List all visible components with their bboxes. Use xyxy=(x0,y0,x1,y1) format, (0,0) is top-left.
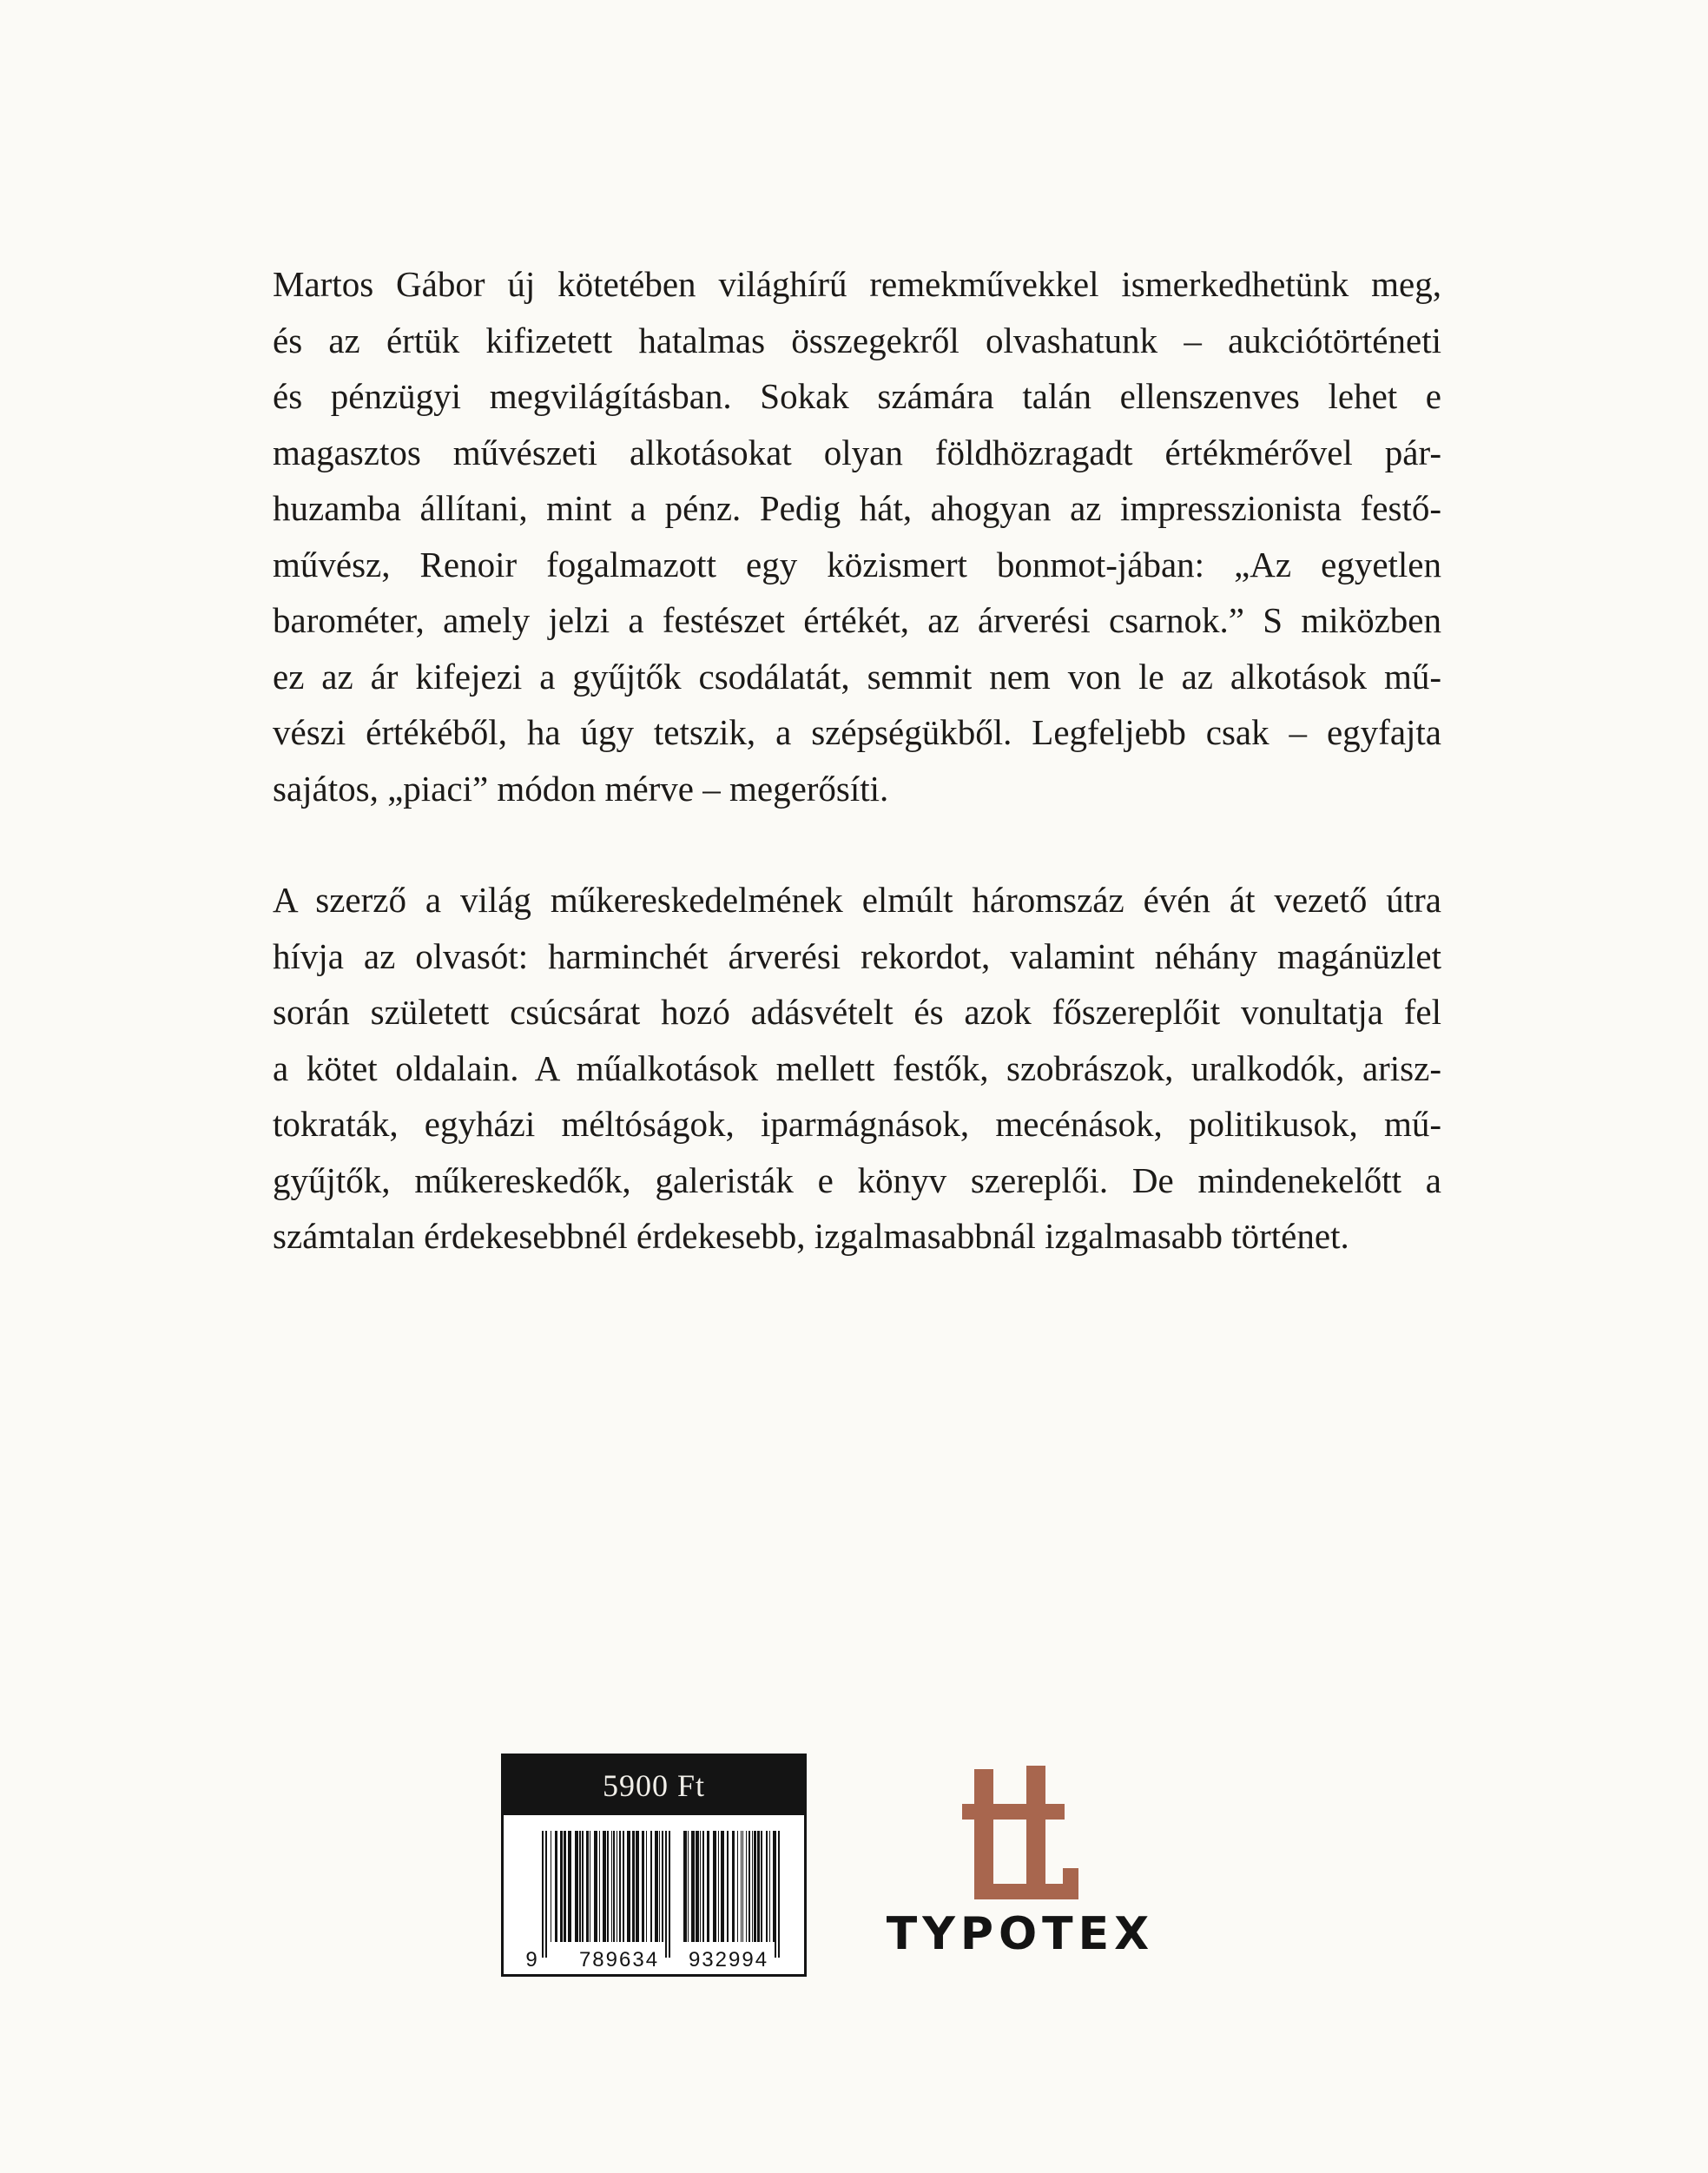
barcode-bar xyxy=(545,1831,547,1958)
barcode-bar xyxy=(732,1831,735,1942)
barcode-bar xyxy=(778,1831,780,1958)
barcode-bar xyxy=(665,1831,667,1958)
text-line: művész, Renoir fogalmazott egy közismert bonmot-jában: „Az egyetlen xyxy=(273,544,1441,585)
barcode-bar xyxy=(702,1831,704,1942)
text-line: gyűjtők, műkereskedők, galeristák e könyv szereplői. De mindenekelőtt a xyxy=(273,1159,1441,1200)
barcode-bar xyxy=(582,1831,584,1942)
barcode-bar xyxy=(757,1831,760,1942)
text-line: során született csúcsárat hozó adásvételt és azok főszereplőit vonultatja fel xyxy=(273,992,1441,1032)
barcode-bar xyxy=(761,1831,762,1942)
barcode-bar xyxy=(579,1831,581,1942)
barcode-digits-left: 789634 xyxy=(578,1948,660,1972)
text-line: ez az ár kifejezi a gyűjtők csodálatát, semmit nem von le az alkotások mű- xyxy=(273,656,1441,697)
barcode-bar xyxy=(636,1831,639,1942)
barcode-bar xyxy=(737,1831,738,1942)
text-line: barométer, amely jelzi a festészet értékét, az árverési csarnok.” S miközben xyxy=(273,600,1441,640)
barcode-bar xyxy=(707,1831,709,1942)
blurb-paragraph-1 xyxy=(273,256,1441,816)
tt-monogram-icon xyxy=(877,1759,1164,1906)
barcode-bar xyxy=(713,1831,716,1942)
blurb-paragraph-2 xyxy=(273,872,1441,1265)
text-line: hívja az olvasót: harminchét árverési rekordot, valamint néhány magánüzlet xyxy=(273,935,1441,976)
barcode-bar xyxy=(754,1831,756,1942)
barcode-bar xyxy=(619,1831,621,1942)
barcode-bar xyxy=(718,1831,719,1942)
barcode-bar xyxy=(748,1831,750,1942)
publisher-name: TYPOTEX xyxy=(886,1908,1155,1960)
barcode-bar xyxy=(766,1831,768,1942)
barcode-bar xyxy=(741,1831,742,1942)
isbn-barcode xyxy=(504,1815,804,1974)
barcode-bar xyxy=(632,1831,635,1942)
barcode-bar xyxy=(662,1831,663,1942)
barcode-bar xyxy=(691,1831,695,1942)
barcode-bar xyxy=(627,1831,630,1942)
barcode-bar xyxy=(696,1831,699,1942)
barcode-bar xyxy=(575,1831,578,1942)
barcode-bar xyxy=(700,1831,701,1942)
price-label: 5900 Ft xyxy=(504,1756,804,1815)
barcode-bar xyxy=(769,1831,770,1942)
barcode-bar xyxy=(669,1831,670,1958)
barcode-bar xyxy=(650,1831,652,1942)
text-line: számtalan érdekesebbnél érdekesebb, izgalmasabbnál izgalmasabb történet. xyxy=(273,1216,1349,1256)
barcode-bar xyxy=(607,1831,609,1942)
barcode-bar xyxy=(599,1831,600,1942)
text-line: magasztos művészeti alkotásokat olyan földhözragadt értékmérővel pár- xyxy=(273,432,1441,472)
barcode-bar xyxy=(586,1831,589,1942)
barcode-bar xyxy=(752,1831,753,1942)
text-line: huzamba állítani, mint a pénz. Pedig hát, ahogyan az impresszionista festő- xyxy=(273,488,1441,528)
barcode-bar xyxy=(773,1831,776,1942)
barcode-bar xyxy=(642,1831,644,1942)
barcode-digits-right: 932994 xyxy=(688,1948,769,1972)
price-barcode-box xyxy=(501,1754,807,1977)
barcode-bar xyxy=(721,1831,724,1942)
barcode-bar xyxy=(623,1831,624,1942)
barcode-bar xyxy=(742,1831,743,1942)
text-line: tokraták, egyházi méltóságok, iparmágnások, mecénások, politikusok, mű- xyxy=(273,1104,1441,1144)
barcode-bar xyxy=(613,1831,615,1942)
text-line: és pénzügyi megvilágításban. Sokak számára talán ellenszenves lehet e xyxy=(273,376,1441,416)
barcode-bar xyxy=(659,1831,660,1942)
barcode-bar xyxy=(646,1831,647,1942)
barcode-bar xyxy=(568,1831,571,1942)
barcode-bars xyxy=(542,1831,780,1958)
barcode-bar xyxy=(655,1831,658,1942)
barcode-bar xyxy=(542,1831,544,1958)
text-line: és az értük kifizetett hatalmas összegekről olvashatunk – aukciótörténeti xyxy=(273,320,1441,360)
publisher-logo xyxy=(877,1759,1164,1960)
barcode-bar xyxy=(688,1831,689,1942)
barcode-bar xyxy=(611,1831,612,1942)
barcode-bar xyxy=(603,1831,606,1942)
barcode-bar xyxy=(746,1831,747,1942)
blurb-text xyxy=(273,256,1441,1265)
barcode-bar xyxy=(594,1831,597,1942)
barcode-digit-first: 9 xyxy=(525,1948,537,1972)
text-line: sajátos, „piaci” módon mérve – megerősíti. xyxy=(273,768,889,809)
text-line: A szerző a világ műkereskedelmének elmúlt háromszáz évén át vezető útra xyxy=(273,880,1441,920)
text-line: a kötet oldalain. A műalkotások mellett festők, szobrászok, uralkodók, arisz- xyxy=(273,1047,1441,1088)
text-line: vészi értékéből, ha úgy tetszik, a szépségükből. Legfeljebb csak – egyfajta xyxy=(273,712,1441,752)
barcode-bar xyxy=(560,1831,563,1942)
barcode-bar xyxy=(564,1831,566,1942)
text-line: Martos Gábor új kötetében világhírű remekművekkel ismerkedhetünk meg, xyxy=(273,264,1441,304)
barcode-bar xyxy=(727,1831,729,1942)
barcode-bar xyxy=(683,1831,687,1942)
barcode-bar xyxy=(555,1831,557,1942)
